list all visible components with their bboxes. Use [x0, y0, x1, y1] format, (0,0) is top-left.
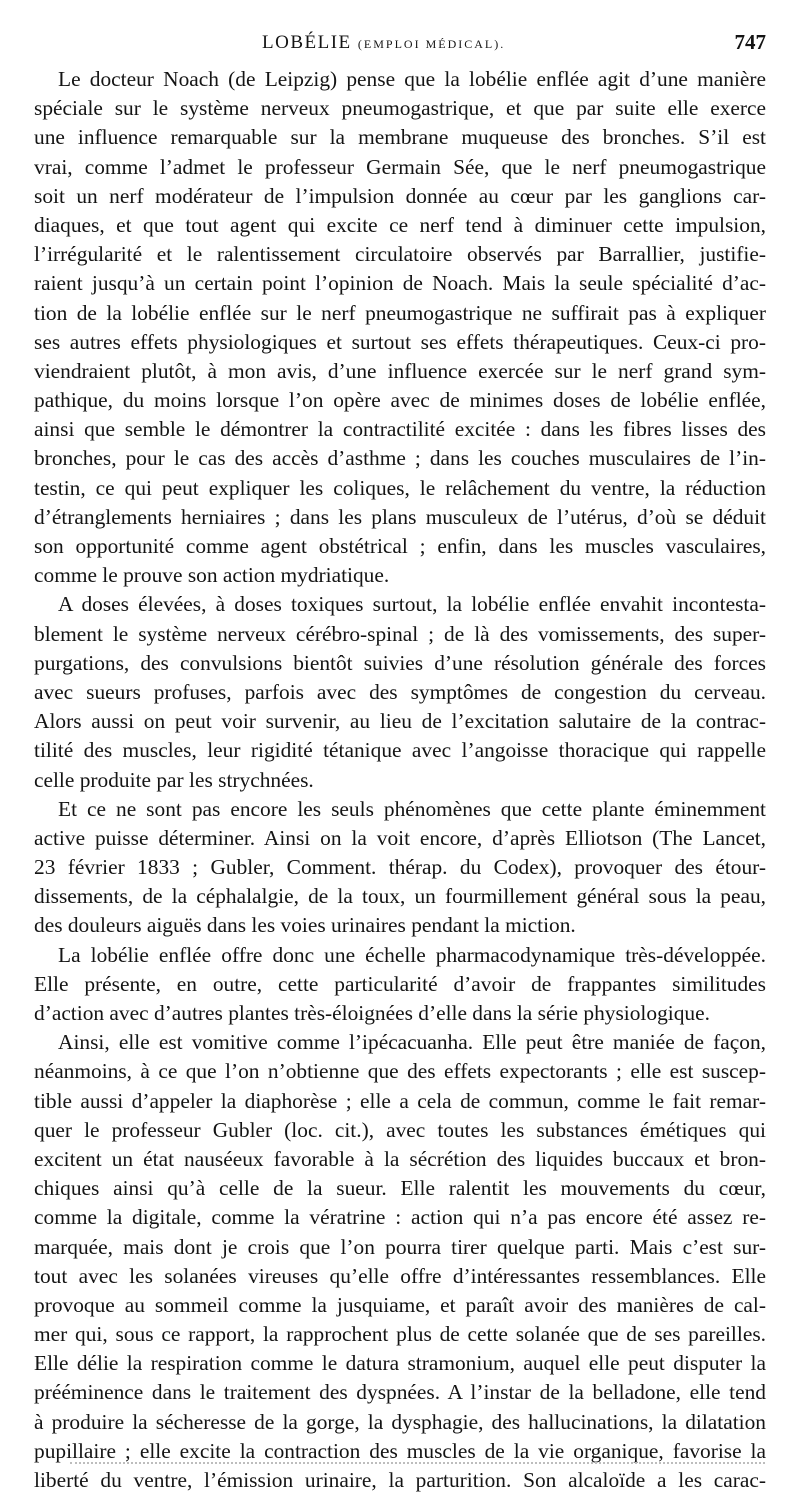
- text-line: une influence remarquable sur la membrane muqueuse des bronches. S’il est: [34, 125, 766, 150]
- text-line: d’étranglements herniaires ; dans les plans musculeux de l’utérus, d’où se déduit: [34, 504, 766, 529]
- text-line: comme le prouve son action mydriatique.: [34, 563, 390, 588]
- text-line: purgations, des convulsions bientôt suivies d’une résolution générale des forces: [34, 650, 766, 675]
- text-line: pupillaire ; elle excite la contraction des muscles de la vie organique, favorise la: [34, 1438, 766, 1463]
- text-line: tion de la lobélie enflée sur le nerf pneumogastrique ne suffirait pas à expliquer: [34, 300, 766, 325]
- text-line: tible aussi d’appeler la diaphorèse ; elle a cela de commun, comme le fait remar-: [34, 1088, 766, 1113]
- text-line: liberté du ventre, l’émission urinaire, la parturition. Son alcaloïde a les carac-: [34, 1468, 766, 1492]
- text-line: l’irrégularité et le ralentissement circulatoire observés par Barrallier, justifie-: [34, 242, 766, 267]
- text-line: chiques ainsi qu’à celle de la sueur. Elle ralentit les mouvements du cœur,: [34, 1176, 766, 1201]
- text-line: soit un nerf modérateur de l’impulsion donnée au cœur par les ganglions car-: [34, 183, 766, 208]
- text-line: mer qui, sous ce rapport, la rapprochent plus de cette solanée que de ses pareilles.: [34, 1322, 766, 1347]
- text-line: Le docteur Noach (de Leipzig) pense que la lobélie enflée agit d’une manière: [58, 67, 766, 91]
- text-line: Alors aussi on peut voir survenir, au lieu de l’excitation salutaire de la contrac-: [34, 709, 766, 734]
- text-line: bronches, pour le cas des accès d’asthme ; dans les couches musculaires de l’in-: [34, 446, 766, 471]
- text-line: ses autres effets physiologiques et surtout ses effets thérapeutiques. Ceux-ci pro-: [34, 329, 766, 354]
- text-line: à produire la sécheresse de la gorge, la dysphagie, des hallucinations, la dilatation: [34, 1409, 766, 1434]
- text-line: active puisse déterminer. Ainsi on la voit encore, d’après Elliotson (The Lancet,: [34, 825, 766, 850]
- text-line: son opportunité comme agent obstétrical ; enfin, dans les muscles vasculaires,: [34, 534, 766, 558]
- text-line: Elle délie la respiration comme le datura stramonium, auquel elle peut disputer la: [34, 1351, 766, 1376]
- page-number: 747: [734, 30, 766, 54]
- text-line: ainsi que semble le démontrer la contractilité excitée : dans les fibres lisses des: [34, 417, 766, 442]
- page-header: [0, 30, 800, 60]
- text-line: pathique, du moins lorsque l’on opère avec de minimes doses de lobélie enflée,: [34, 388, 766, 413]
- text-line: 23 février 1833 ; Gubler, Comment. thérap. du Codex), provoquer des étour-: [34, 855, 766, 880]
- text-line: marquée, mais dont je crois que l’on pourra tirer quelque parti. Mais c’est sur-: [34, 1234, 766, 1259]
- text-line: Elle présente, en outre, cette particularité d’avoir de frappantes similitudes: [34, 971, 766, 996]
- text-line: des douleurs aiguës dans les voies urinaires pendant la miction.: [34, 913, 576, 938]
- text-line: tilité des muscles, leur rigidité tétanique avec l’angoisse thoracique qui rappelle: [34, 738, 766, 763]
- text-line: blement le système nerveux cérébro-spinal ; de là des vomissements, des super-: [34, 621, 766, 646]
- text-line: A doses élevées, à doses toxiques surtout, la lobélie enflée envahit incontesta-: [58, 592, 766, 617]
- text-line: La lobélie enflée offre donc une échelle pharmacodynamique très-développée.: [58, 942, 766, 967]
- text-line: dissements, de la céphalalgie, de la toux, un fourmillement général sous la peau,: [34, 884, 766, 909]
- body-text: [34, 65, 766, 1495]
- text-line: vrai, comme l’admet le professeur Germain Sée, que le nerf pneumogastrique: [34, 154, 766, 179]
- text-line: d’action avec d’autres plantes très-éloignées d’elle dans la série physiologique.: [34, 1001, 710, 1025]
- footer-rule: [70, 1462, 765, 1464]
- text-line: testin, ce qui peut expliquer les coliques, le relâchement du ventre, la réduction: [34, 475, 766, 500]
- text-line: spéciale sur le système nerveux pneumogastrique, et que par suite elle exerce: [34, 96, 766, 121]
- text-line: diaques, et que tout agent qui excite ce nerf tend à diminuer cette impulsion,: [34, 212, 766, 237]
- text-line: Et ce ne sont pas encore les seuls phénomènes que cette plante éminemment: [58, 796, 766, 821]
- running-title-subtitle: (EMPLOI MÉDICAL).: [357, 37, 506, 51]
- text-line: viendraient plutôt, à mon avis, d’une influence exercée sur le nerf grand sym-: [34, 358, 766, 383]
- text-line: provoque au sommeil comme la jusquiame, et paraît avoir des manières de cal-: [34, 1292, 766, 1317]
- text-line: celle produite par les strychnées.: [34, 767, 314, 792]
- text-line: tout avec les solanées vireuses qu’elle offre d’intéressantes ressemblances. Elle: [34, 1263, 766, 1288]
- text-line: prééminence dans le traitement des dyspnées. A l’instar de la belladone, elle tend: [34, 1380, 766, 1405]
- text-line: Ainsi, elle est vomitive comme l’ipécacuanha. Elle peut être maniée de façon,: [58, 1030, 766, 1055]
- text-line: excitent un état nauséeux favorable à la sécrétion des liquides buccaux et bron-: [34, 1146, 766, 1171]
- text-line: quer le professeur Gubler (loc. cit.), avec toutes les substances émétiques qui: [34, 1117, 766, 1142]
- text-line: comme la digitale, comme la vératrine : action qui n’a pas encore été assez re-: [34, 1205, 766, 1230]
- text-line: néanmoins, à ce que l’on n’obtienne que des effets expectorants ; elle est suscep-: [34, 1059, 766, 1084]
- text-line: raient jusqu’à un certain point l’opinion de Noach. Mais la seule spécialité d’ac-: [34, 271, 766, 296]
- running-title: [262, 32, 505, 54]
- text-line: avec sueurs profuses, parfois avec des symptômes de congestion du cerveau.: [34, 679, 766, 704]
- running-title-main: LOBÉLIE: [262, 32, 352, 53]
